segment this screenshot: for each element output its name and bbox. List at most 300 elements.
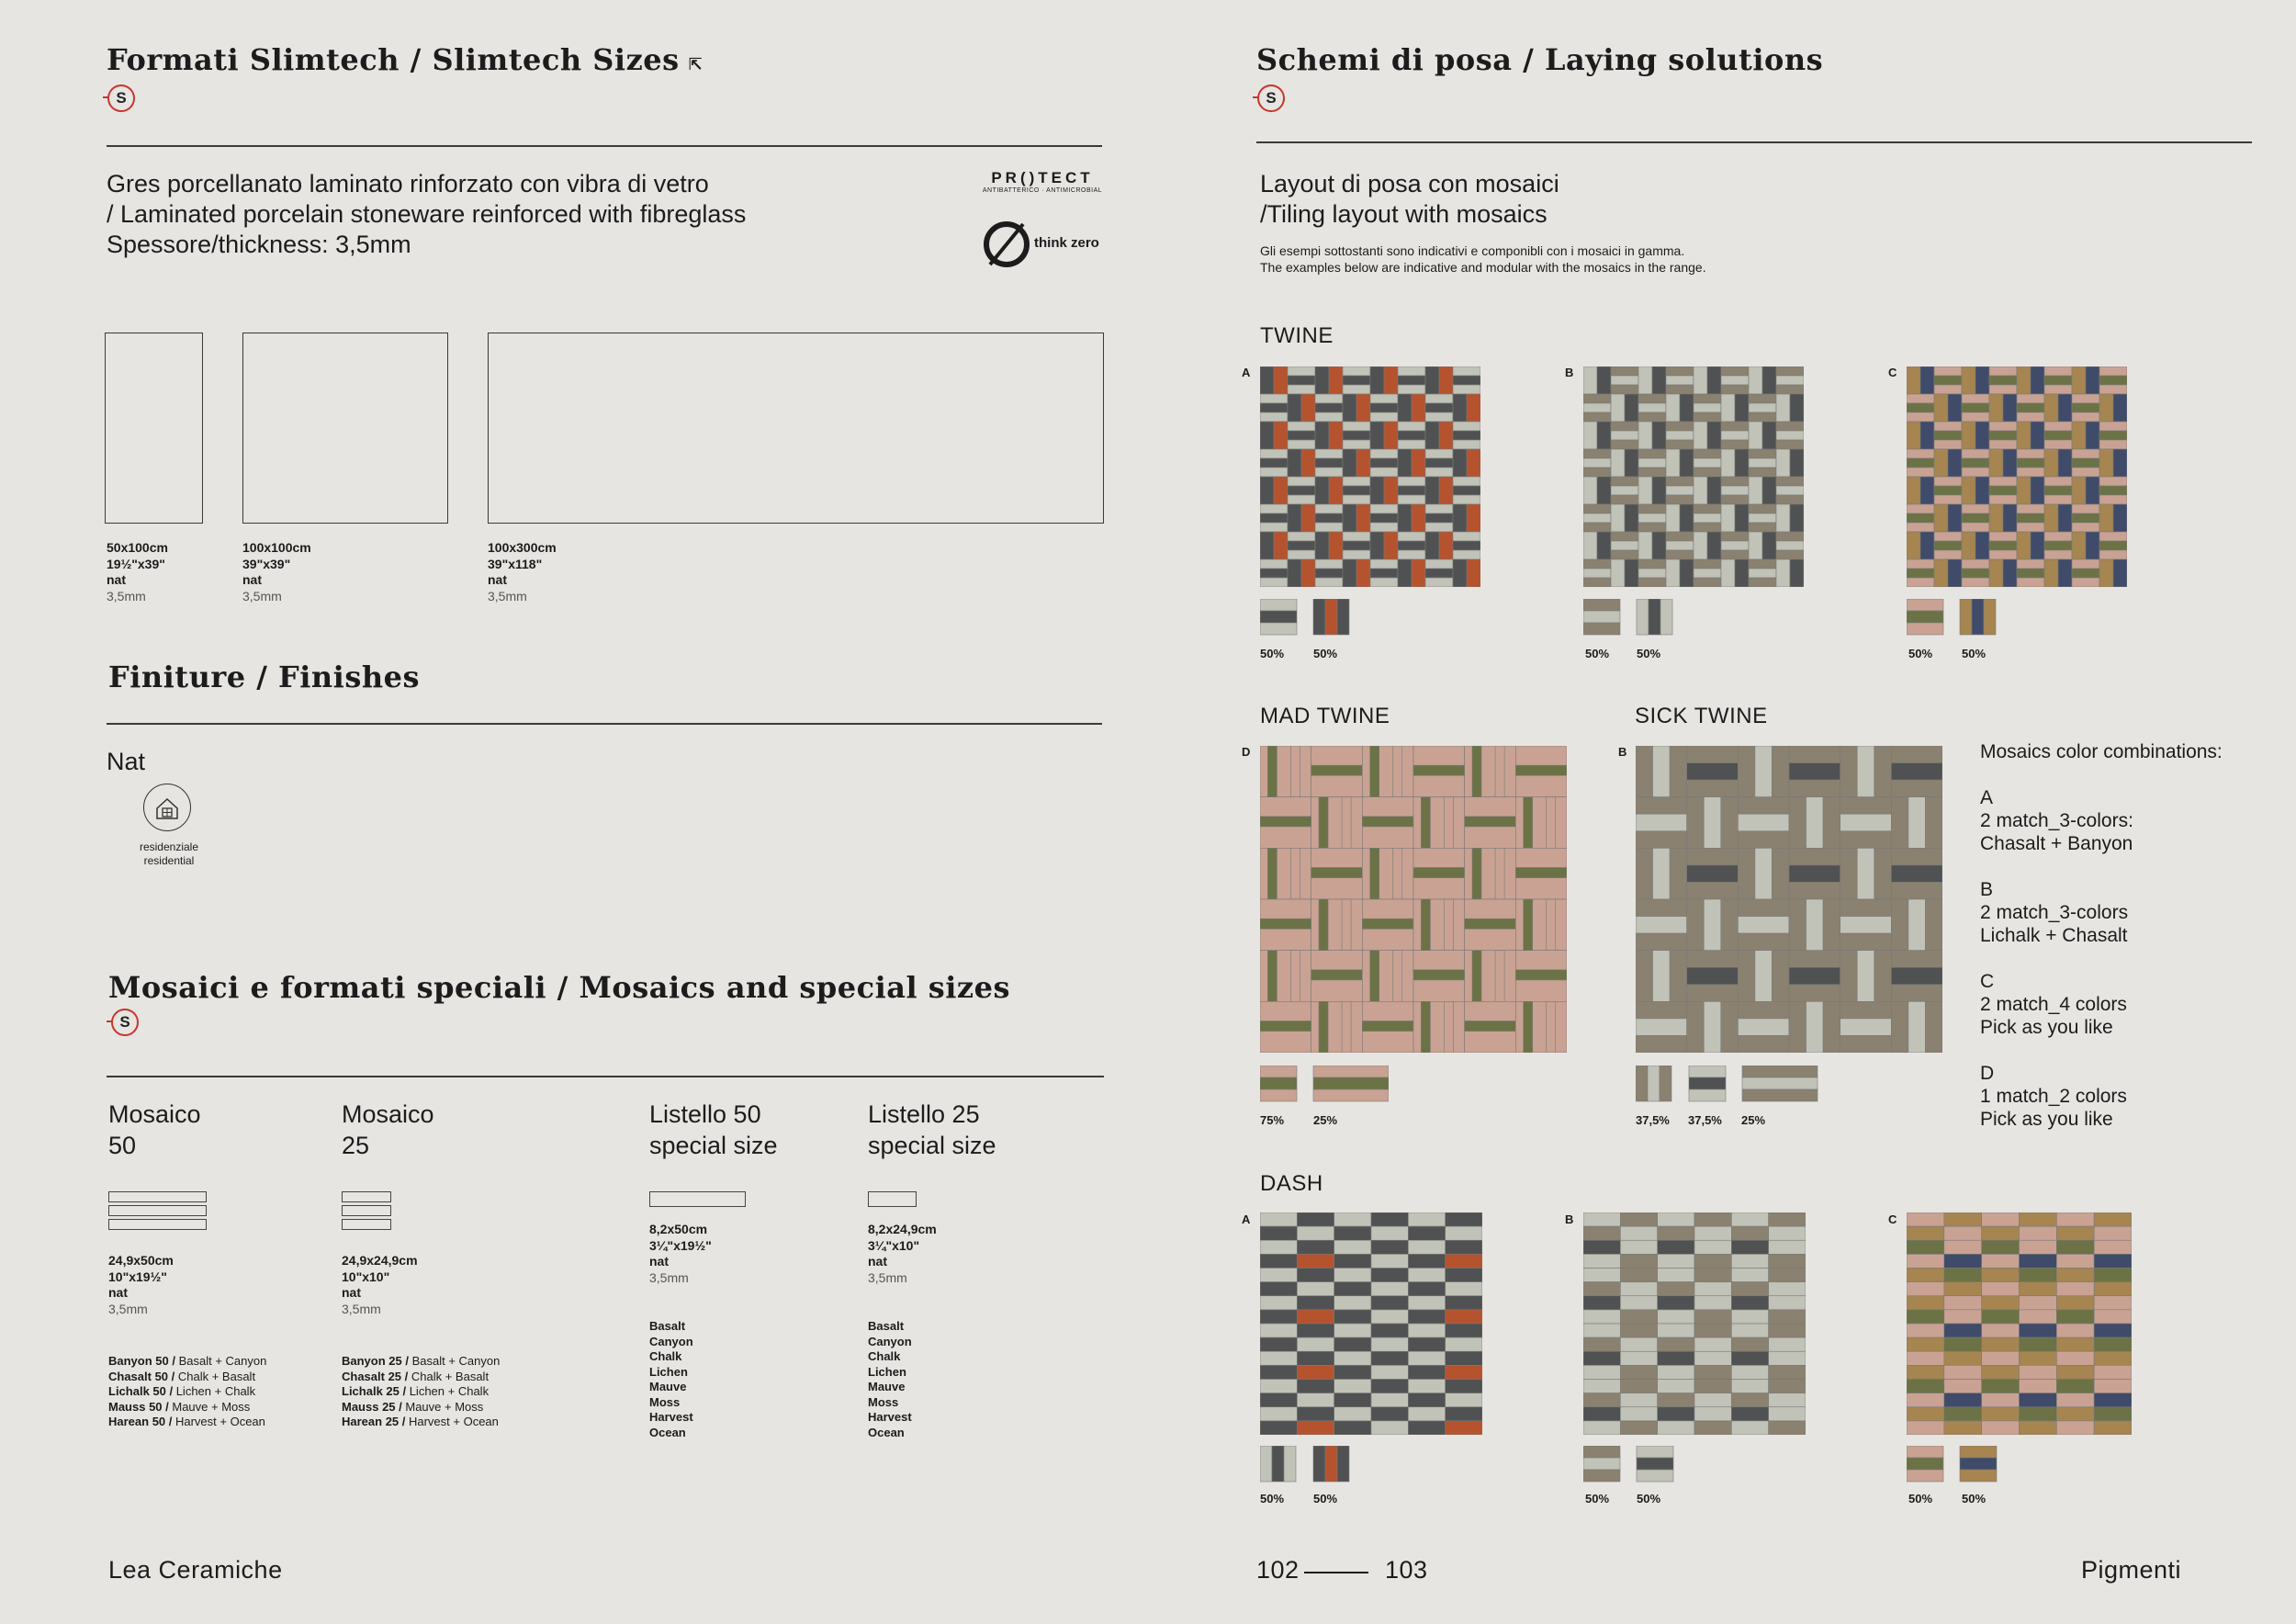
swatch-tile: [1583, 1458, 1620, 1470]
pct-label: 50%: [1908, 1492, 1933, 1506]
twine-tile: [1749, 532, 1762, 559]
dash-tile: [1982, 1407, 2020, 1421]
twine-tile: [1260, 367, 1274, 394]
twine-tile: [1934, 550, 1962, 559]
sick-twine-tile: [1738, 746, 1755, 797]
twine-tile: [2017, 513, 2044, 523]
dash-tile: [1408, 1310, 1445, 1324]
twine-tile: [2017, 449, 2044, 458]
twine-tile: [1370, 403, 1398, 412]
twine-tile: [1749, 394, 1776, 403]
twine-tile: [1680, 449, 1694, 477]
dash-tile: [1334, 1282, 1371, 1296]
dash-tile: [1408, 1351, 1445, 1365]
sick-twine-tile: [1738, 1019, 1789, 1036]
dash-tile: [1446, 1254, 1482, 1268]
sick-twine-tile: [1840, 848, 1858, 899]
twine-tile: [1398, 541, 1425, 550]
sick-twine-tile: [1891, 746, 1942, 763]
mad-twine-strip: [1413, 970, 1465, 980]
dash-tile: [1260, 1421, 1297, 1435]
sick-twine-tile: [1789, 865, 1840, 883]
mosaico-25-title: Mosaico 25: [342, 1100, 434, 1159]
sick-twine-tile: [1636, 951, 1653, 1002]
swatch-tile: [1648, 1066, 1660, 1101]
dash-tile: [1408, 1282, 1445, 1296]
twine-tile: [2044, 431, 2072, 440]
expand-icon[interactable]: ⇱: [688, 55, 703, 74]
twine-tile: [1694, 559, 1721, 569]
twine-tile: [2099, 477, 2127, 486]
twine-tile: [1288, 504, 1301, 532]
sick-twine-tile: [1687, 780, 1739, 797]
twine-tile: [2086, 367, 2099, 394]
mad-twine-strip: [1290, 848, 1300, 899]
twine-tile: [1721, 385, 1749, 394]
dash-tile: [1982, 1421, 2020, 1435]
dash-tile: [1371, 1393, 1408, 1407]
dash-tile: [2056, 1393, 2094, 1407]
mad-twine-pattern: [1260, 746, 1567, 1053]
sick-twine-tile: [1738, 1035, 1789, 1053]
dash-tile: [1694, 1407, 1731, 1421]
dash-tile: [2094, 1380, 2132, 1393]
dash-b-letter: B: [1565, 1212, 1574, 1226]
twine-tile: [1425, 468, 1453, 477]
sick-twine-tile: [1823, 899, 1840, 951]
dash-tile: [1658, 1337, 1694, 1351]
twine-tile: [1439, 367, 1453, 394]
twine-tile: [2017, 504, 2044, 513]
twine-tile: [2044, 385, 2072, 394]
twine-tile: [1934, 532, 1962, 541]
twine-tile: [1453, 422, 1480, 431]
mad-twine-strip: [1472, 951, 1481, 1002]
dash-tile: [1371, 1254, 1408, 1268]
dash-tile: [1769, 1324, 1806, 1337]
dash-tile: [1694, 1269, 1731, 1282]
twine-tile: [2099, 541, 2127, 550]
twine-tile: [1453, 394, 1467, 422]
sick-twine-tile: [1789, 1001, 1806, 1053]
dash-tile: [1583, 1226, 1620, 1240]
twine-tile: [1343, 431, 1370, 440]
twine-tile: [1370, 559, 1398, 569]
twine-tile: [1776, 449, 1790, 477]
dash-tile: [1731, 1324, 1768, 1337]
twine-tile: [1934, 376, 1962, 385]
twine-tile: [1398, 394, 1412, 422]
twine-tile: [1989, 394, 2003, 422]
twine-tile: [1583, 422, 1597, 449]
swatch-tile: [1907, 611, 1943, 623]
twine-tile: [1343, 532, 1370, 541]
sick-twine-tile: [1738, 1001, 1789, 1019]
twine-tile: [1398, 431, 1425, 440]
dash-tile: [1944, 1421, 1982, 1435]
dash-tile: [1371, 1226, 1408, 1240]
twine-tile: [1680, 394, 1694, 422]
twine-tile: [1583, 523, 1611, 532]
twine-tile: [1439, 422, 1453, 449]
twine-tile: [1721, 541, 1749, 550]
twine-tile: [1638, 569, 1666, 578]
mad-twine-strip: [1260, 817, 1311, 827]
sick-twine-tile: [1738, 917, 1789, 934]
twine-tile: [1666, 550, 1694, 559]
swatch-tile: [1325, 599, 1337, 635]
mad-twine-strip: [1311, 765, 1363, 775]
twine-tile: [1638, 468, 1666, 477]
sick-twine-tile: [1789, 848, 1840, 865]
dash-tile: [1694, 1226, 1731, 1240]
twine-tile: [1583, 468, 1611, 477]
twine-tile: [1425, 569, 1453, 578]
twine-tile: [1453, 385, 1480, 394]
sick-twine-tile: [1925, 797, 1942, 849]
dash-tile: [1408, 1337, 1445, 1351]
twine-tile: [1920, 367, 1934, 394]
dash-tile: [1694, 1337, 1731, 1351]
twine-tile: [1384, 477, 1398, 504]
sick-twine-tile: [1925, 1001, 1942, 1053]
dash-tile: [1731, 1240, 1768, 1254]
twine-tile: [1583, 449, 1611, 458]
dash-tile: [2094, 1269, 2132, 1282]
twine-tile: [2072, 422, 2086, 449]
twine-tile: [1962, 449, 1989, 458]
twine-tile: [2017, 367, 2031, 394]
twine-tile: [1948, 559, 1962, 587]
dash-tile: [1731, 1407, 1768, 1421]
dash-tile: [1944, 1351, 1982, 1365]
format-50x100-box: [105, 333, 203, 524]
twine-tile: [1638, 513, 1666, 523]
dash-tile: [1334, 1254, 1371, 1268]
dash-tile: [1408, 1407, 1445, 1421]
twine-tile: [1907, 477, 1920, 504]
mosaico-50-info: 24,9x50cm 10"x19½" nat 3,5mm: [108, 1253, 174, 1316]
twine-tile: [2072, 532, 2086, 559]
dash-tile: [1297, 1226, 1334, 1240]
twine-tile: [1301, 449, 1315, 477]
format-100x300-info: 100x300cm 39"x118" nat 3,5mm: [488, 540, 557, 603]
sick-twine-tile: [1891, 797, 1908, 849]
dash-tile: [1446, 1407, 1482, 1421]
dash-tile: [1658, 1254, 1694, 1268]
pct-label: 50%: [1637, 1492, 1661, 1506]
twine-tile: [2044, 394, 2058, 422]
mad-twine-strip: [1342, 1001, 1351, 1053]
dash-tile: [1371, 1337, 1408, 1351]
dash-a-swatches: [1260, 1446, 1352, 1484]
footer-brand: Lea Ceramiche: [108, 1556, 283, 1584]
twine-tile: [1989, 486, 2017, 495]
twine-tile: [1329, 367, 1343, 394]
twine-tile: [1989, 440, 2017, 449]
dash-tile: [1769, 1240, 1806, 1254]
dash-tile: [1731, 1380, 1768, 1393]
dash-tile: [1297, 1269, 1334, 1282]
twine-tile: [1907, 559, 1934, 569]
dash-tile: [1260, 1380, 1297, 1393]
twine-tile: [1611, 495, 1638, 504]
twine-tile: [1398, 385, 1425, 394]
mad-twine-strip: [1319, 797, 1328, 849]
twine-tile: [1962, 569, 1989, 578]
dash-tile: [1907, 1351, 1944, 1365]
dash-tile: [1583, 1365, 1620, 1379]
mad-twine-strip: [1495, 951, 1504, 1002]
dash-c-swatches: [1907, 1446, 1998, 1484]
dash-tile: [1658, 1240, 1694, 1254]
twine-tile: [1315, 504, 1343, 513]
twine-tile: [1597, 532, 1611, 559]
dash-tile: [1371, 1407, 1408, 1421]
twine-tile: [1666, 449, 1680, 477]
dash-tile: [1620, 1226, 1657, 1240]
twine-tile: [1652, 367, 1666, 394]
twine-tile: [1343, 486, 1370, 495]
twine-tile: [1721, 532, 1749, 541]
dash-tile: [1982, 1254, 2020, 1268]
twine-tile: [2031, 422, 2044, 449]
twine-tile: [1453, 541, 1480, 550]
dash-tile: [2094, 1254, 2132, 1268]
dash-tile: [1583, 1421, 1620, 1435]
dash-tile: [1583, 1310, 1620, 1324]
dash-tile: [1297, 1212, 1334, 1226]
mosaico-25-info: 24,9x24,9cm 10"x10" nat 3,5mm: [342, 1253, 418, 1316]
twine-tile: [1583, 532, 1597, 559]
twine-tile: [1597, 422, 1611, 449]
twine-tile: [1721, 495, 1749, 504]
twine-tile: [1611, 422, 1638, 431]
dash-tile: [2020, 1254, 2057, 1268]
mad-twine-strip: [1370, 848, 1379, 899]
dash-tile: [1334, 1351, 1371, 1365]
twine-tile: [1453, 367, 1480, 376]
twine-tile: [1425, 403, 1453, 412]
twine-tile: [1776, 495, 1804, 504]
dash-tile: [1620, 1337, 1657, 1351]
dash-tile: [1944, 1310, 1982, 1324]
dash-tile: [1769, 1296, 1806, 1310]
twine-tile: [1370, 449, 1398, 458]
twine-tile: [2031, 532, 2044, 559]
twine-tile: [1721, 504, 1735, 532]
twine-tile: [1707, 532, 1721, 559]
twine-tile: [2031, 477, 2044, 504]
dash-tile: [2056, 1269, 2094, 1282]
dash-tile: [1694, 1296, 1731, 1310]
mad-twine-strip: [1290, 951, 1300, 1002]
twine-tile: [1638, 403, 1666, 412]
twine-tile: [1425, 504, 1453, 513]
twine-tile: [1694, 412, 1721, 422]
sick-twine-tile: [1840, 1035, 1892, 1053]
twine-tile: [2072, 403, 2099, 412]
twine-tile: [1611, 486, 1638, 495]
dash-tile: [1769, 1212, 1806, 1226]
twine-tile: [1735, 394, 1749, 422]
twine-tile: [1638, 412, 1666, 422]
twine-tile: [2044, 367, 2072, 376]
dash-label: DASH: [1260, 1171, 1323, 1196]
dash-tile: [1446, 1269, 1482, 1282]
twine-tile: [1638, 367, 1652, 394]
dash-tile: [1982, 1337, 2020, 1351]
twine-tile: [2072, 578, 2099, 587]
mad-twine-strip: [1362, 1021, 1413, 1031]
mad-twine-strip: [1393, 746, 1402, 797]
twine-tile: [1611, 541, 1638, 550]
twine-tile: [1721, 376, 1749, 385]
dash-tile: [1408, 1380, 1445, 1393]
twine-tile: [1749, 513, 1776, 523]
mad-twine-strip: [1515, 970, 1567, 980]
mad-twine-strip: [1393, 848, 1402, 899]
sick-twine-tile: [1772, 746, 1789, 797]
pct-label: 50%: [1313, 647, 1338, 660]
twine-tile: [1370, 532, 1384, 559]
sick-twine-tile: [1636, 933, 1687, 951]
mad-twine-strip: [1465, 919, 1516, 929]
twine-tile: [2072, 477, 2086, 504]
dash-tile: [1334, 1269, 1371, 1282]
twine-tile: [1274, 367, 1288, 394]
twine-tile: [1638, 449, 1666, 458]
mad-twine-strip: [1342, 797, 1351, 849]
sick-twine-tile: [1840, 831, 1892, 849]
dash-tile: [1446, 1226, 1482, 1240]
twine-tile: [1962, 559, 1989, 569]
twine-tile: [1453, 376, 1480, 385]
twine-tile: [2044, 541, 2072, 550]
mad-twine-strip: [1444, 1001, 1453, 1053]
twine-tile: [2099, 431, 2127, 440]
twine-tile: [2044, 422, 2072, 431]
dash-tile: [1260, 1226, 1297, 1240]
twine-tile: [1907, 523, 1934, 532]
twine-tile: [1260, 477, 1274, 504]
twine-tile: [2003, 559, 2017, 587]
dash-tile: [1620, 1393, 1657, 1407]
mad-twine-d-letter: D: [1242, 745, 1251, 759]
dash-tile: [1694, 1212, 1731, 1226]
twine-tile: [1274, 532, 1288, 559]
dash-tile: [1297, 1296, 1334, 1310]
sick-twine-b-letter: B: [1618, 745, 1627, 759]
dash-tile: [1260, 1212, 1297, 1226]
twine-tile: [1315, 367, 1329, 394]
twine-tile: [1370, 523, 1398, 532]
listello-25-colors: Basalt Canyon Chalk Lichen Mauve Moss Harvest Ocean: [868, 1319, 912, 1439]
dash-tile: [1334, 1393, 1371, 1407]
twine-tile: [1288, 376, 1315, 385]
pct-label: 50%: [1585, 647, 1610, 660]
twine-tile: [2086, 422, 2099, 449]
mad-twine-strip: [1472, 848, 1481, 899]
dash-tile: [2020, 1240, 2057, 1254]
twine-tile: [1975, 532, 1989, 559]
sick-twine-tile: [1738, 899, 1789, 917]
dash-tile: [1260, 1282, 1297, 1296]
dash-tile: [1694, 1254, 1731, 1268]
twine-tile: [1398, 367, 1425, 376]
color-combinations: Mosaics color combinations: A 2 match_3-colors: Chasalt + Banyon B 2 match_3-colors Lichalk + Chasalt C 2 match_4 colors Pick as you like D 1 match_2 colors Pick as you like: [1980, 741, 2223, 1130]
twine-tile: [1762, 532, 1776, 559]
twine-tile: [1666, 422, 1694, 431]
twine-tile: [1611, 394, 1625, 422]
dash-tile: [2056, 1407, 2094, 1421]
twine-tile: [1749, 449, 1776, 458]
twine-tile: [2099, 376, 2127, 385]
twine-tile: [1625, 504, 1638, 532]
twine-tile: [1989, 495, 2017, 504]
dash-tile: [1694, 1365, 1731, 1379]
footer-title: Pigmenti: [2081, 1556, 2182, 1584]
twine-tile: [1907, 449, 1934, 458]
twine-tile: [1721, 431, 1749, 440]
swatch-tile: [1260, 1446, 1272, 1482]
dash-b-swatches: [1583, 1446, 1675, 1484]
dash-tile: [1658, 1421, 1694, 1435]
twine-tile: [1370, 569, 1398, 578]
twine-tile: [1425, 412, 1453, 422]
twine-tile: [1776, 486, 1804, 495]
twine-tile: [1962, 403, 1989, 412]
dash-tile: [1769, 1421, 1806, 1435]
dash-tile: [2094, 1282, 2132, 1296]
twine-tile: [2072, 412, 2099, 422]
twine-tile: [1370, 367, 1384, 394]
twine-tile: [1425, 532, 1439, 559]
dash-tile: [1446, 1240, 1482, 1254]
format-100x300-box: [488, 333, 1104, 524]
finish-name: Nat: [107, 748, 146, 775]
twine-tile: [2086, 532, 2099, 559]
dash-tile: [2056, 1240, 2094, 1254]
twine-tile: [1439, 532, 1453, 559]
mad-twine-strip: [1547, 1001, 1556, 1053]
sick-twine-tile: [1789, 951, 1840, 968]
swatch-tile: [1660, 599, 1672, 635]
twine-tile: [1370, 513, 1398, 523]
swatch-tile: [1689, 1066, 1726, 1077]
twine-b-swatches: [1583, 599, 1675, 637]
twine-b-pattern: [1583, 367, 1804, 587]
mad-twine-swatches: [1260, 1066, 1389, 1104]
twine-tile: [1666, 376, 1694, 385]
dash-tile: [2094, 1351, 2132, 1365]
twine-tile: [1425, 578, 1453, 587]
twine-tile: [1989, 422, 2017, 431]
twine-tile: [1638, 458, 1666, 468]
dash-c-pattern: [1907, 1212, 2132, 1435]
twine-tile: [2099, 449, 2113, 477]
dash-tile: [1371, 1269, 1408, 1282]
dash-tile: [2056, 1380, 2094, 1393]
twine-tile: [2099, 440, 2127, 449]
twine-tile: [1412, 504, 1425, 532]
twine-tile: [1453, 431, 1480, 440]
twine-tile: [2044, 504, 2058, 532]
dash-tile: [1907, 1310, 1944, 1324]
sick-twine-tile: [1636, 917, 1687, 934]
sick-twine-tile: [1687, 951, 1739, 968]
twine-tile: [1749, 403, 1776, 412]
